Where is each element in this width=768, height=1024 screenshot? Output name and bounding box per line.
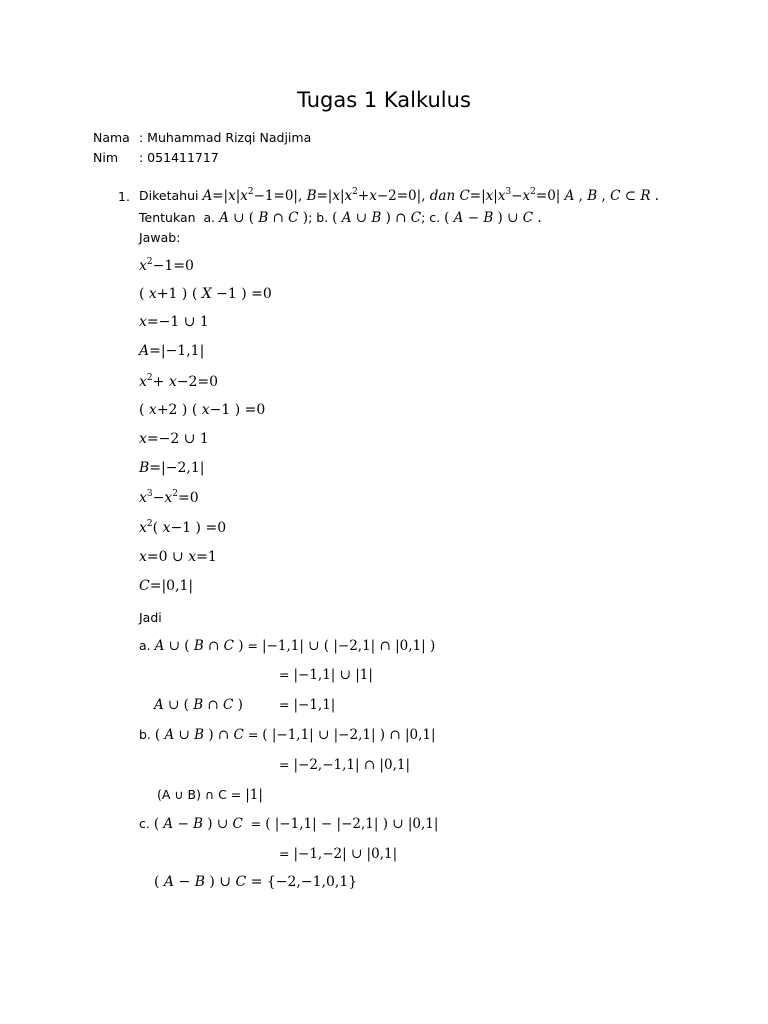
answer-b-line1 (139, 727, 436, 743)
answer-c-result: ( A − B ) ∪ C = {−2,−1,0,1} (154, 874, 358, 890)
diketahui-label: Diketahui (139, 188, 199, 203)
answer-b-line2 (279, 757, 410, 773)
eq-b3: x=−2 ∪ 1 (139, 431, 209, 447)
answer-a-line1 (139, 638, 435, 654)
answer-b-result-label: (A ∪ B) ∩ C = (157, 787, 242, 802)
name-row (93, 130, 311, 145)
answer-a-line3-rhs (279, 697, 335, 713)
answer-b-label: b. (139, 727, 151, 742)
question-tasks (139, 210, 542, 226)
answer-a-result: |−1,1| (293, 697, 336, 713)
answer-a-label: a. (139, 638, 151, 653)
name-value: : Muhammad Rizqi Nadjima (139, 130, 312, 145)
nim-value: : 051411717 (139, 150, 219, 165)
part-a-label: a. (203, 210, 216, 225)
eq-b4: B=|−2,1| (139, 460, 205, 476)
answer-b-eq2: = (279, 757, 290, 772)
answer-a-rhs1: |−1,1| ∪ ( |−2,1| ∩ |0,1| ) (262, 638, 436, 654)
eq-a1: $x^2-1=0$ (139, 257, 194, 274)
eq-c1: $x^3-x^2=0$ (139, 489, 199, 506)
jadi-label: Jadi (139, 610, 162, 625)
answer-c-line2 (279, 846, 397, 862)
answer-c-rhs2: |−1,−2| ∪ |0,1| (293, 846, 398, 862)
answer-a-lhs: A ∪ ( B ∩ C ) (154, 638, 244, 654)
eq-c3: x=0 ∪ x=1 (139, 549, 217, 565)
given-sets-formula: $A=|x|x^2-1=0|$, $B=|x|x^2+x-2=0|$, dan $C=|x|x^3-x^2=0|$ A , B , C ⊂ R . (202, 187, 660, 204)
nim-row (93, 150, 219, 165)
eq-a3: x=−1 ∪ 1 (139, 314, 209, 330)
eq-b2: ( x+2 ) ( x−1 ) =0 (139, 402, 266, 418)
answer-a-eq2: = (279, 667, 290, 682)
answer-a-line3 (154, 697, 243, 713)
name-label: Nama (93, 130, 130, 145)
eq-a4: A=|−1,1| (139, 343, 205, 359)
question-given (139, 188, 659, 204)
tentukan-label: Tentukan (139, 210, 196, 225)
answer-a-lhs2: A ∪ ( B ∩ C ) (154, 697, 243, 713)
question-number: 1. (118, 189, 130, 204)
part-b-label: ; b. (308, 210, 329, 225)
eq-a2: ( x+1 ) ( X −1 ) =0 (139, 286, 272, 302)
answer-b-eq1: = (247, 727, 259, 742)
nim-label: Nim (93, 150, 118, 165)
answer-a-line2 (279, 667, 373, 683)
answer-c-eq1: = (250, 816, 262, 831)
page-title: Tugas 1 Kalkulus (297, 88, 471, 112)
eq-b1: $x^2+ x-2=0$ (139, 373, 219, 390)
answer-c-line1 (139, 816, 438, 832)
answer-c-label: c. (139, 816, 150, 831)
answer-a-eq3: = (279, 697, 290, 712)
answer-c-lhs: ( A − B ) ∪ C (153, 816, 243, 832)
eq-c4: C=|0,1| (139, 578, 194, 594)
task-c-formula: ( A − B ) ∪ C . (444, 210, 542, 226)
answer-b-rhs1: ( |−1,1| ∪ |−2,1| ) ∩ |0,1| (262, 727, 436, 743)
answer-a-rhs2: |−1,1| ∪ |1| (293, 667, 373, 683)
eq-c2: $x^2$( x−1 ) =0 (139, 519, 227, 536)
task-b-formula: ( A ∪ B ) ∩ C (332, 210, 422, 226)
answer-c-rhs1: ( |−1,1| − |−2,1| ) ∪ |0,1| (265, 816, 439, 832)
answer-c-eq2: = (279, 846, 290, 861)
answer-b-result: |1| (245, 787, 263, 803)
answer-b-lhs: ( A ∪ B ) ∩ C (154, 727, 244, 743)
answer-a-eq1: = (247, 638, 259, 653)
task-a-formula: A ∪ ( B ∩ C ) (219, 210, 309, 226)
answer-b-line3 (157, 787, 263, 803)
part-c-label: ; c. (421, 210, 441, 225)
jawab-label: Jawab: (139, 230, 181, 245)
answer-b-rhs2: |−2,−1,1| ∩ |0,1| (293, 757, 410, 773)
